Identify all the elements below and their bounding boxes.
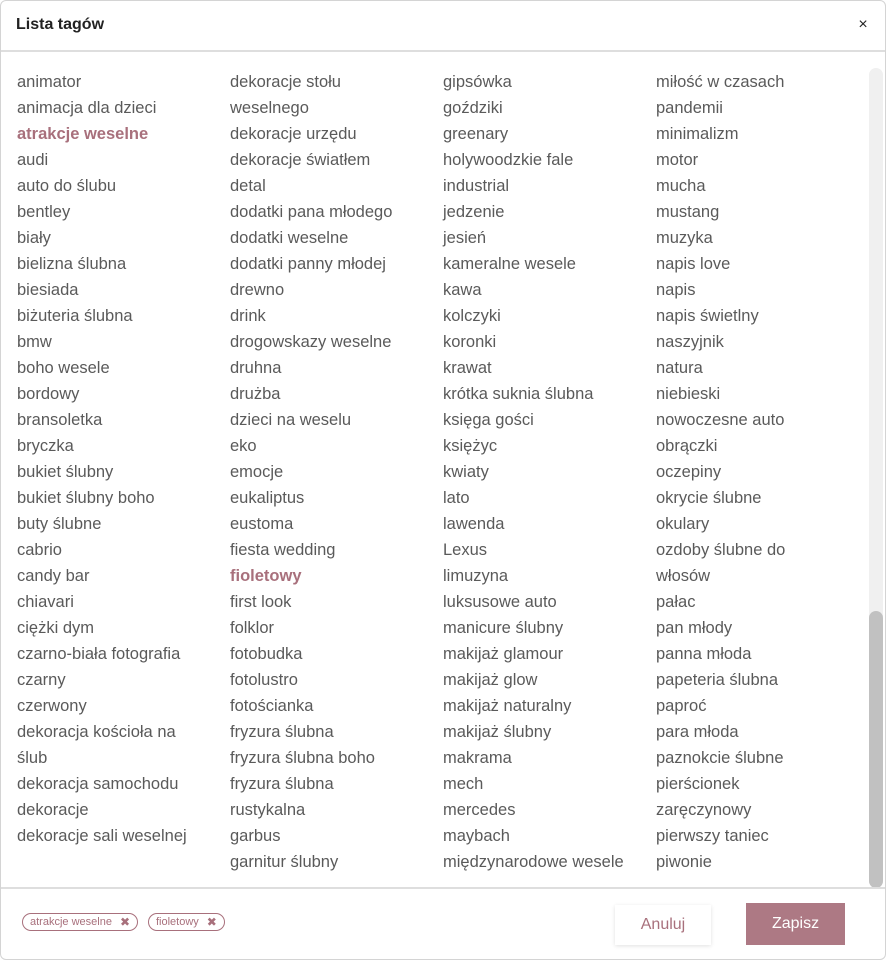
tag-item[interactable]: piwonie xyxy=(656,853,712,871)
modal-title: Lista tagów xyxy=(16,16,105,33)
tag-item[interactable]: napis świetlny xyxy=(656,307,759,325)
tag-item[interactable]: mech xyxy=(443,775,484,793)
tag-item[interactable]: krawat xyxy=(443,359,492,377)
tag-list-body xyxy=(1,54,885,887)
tag-item[interactable]: kameralne wesele xyxy=(443,255,576,273)
tag-item[interactable]: mucha xyxy=(656,177,706,195)
tag-item[interactable]: paproć xyxy=(656,697,707,715)
tag-item[interactable]: pan młody xyxy=(656,619,733,637)
tag-item[interactable]: ozdoby ślubne do xyxy=(656,541,786,559)
tag-item[interactable]: mustang xyxy=(656,203,720,221)
tag-item[interactable]: dekoracje urzędu xyxy=(230,125,357,143)
tag-item[interactable]: garbus xyxy=(230,827,281,845)
modal-header xyxy=(1,1,885,52)
tag-item[interactable]: fotolustro xyxy=(230,671,298,689)
selected-tag-chip xyxy=(148,913,225,931)
tag-item[interactable]: makijaż ślubny xyxy=(443,723,552,741)
tag-item[interactable]: napis love xyxy=(656,255,731,273)
chip-label: fioletowy xyxy=(156,916,199,928)
tag-column xyxy=(656,69,861,875)
tag-item[interactable]: okrycie ślubne xyxy=(656,489,762,507)
tag-item[interactable]: greenary xyxy=(443,125,509,143)
tag-item[interactable]: audi xyxy=(17,151,49,169)
tag-item[interactable]: weselnego xyxy=(230,99,309,117)
tag-item[interactable]: drużba xyxy=(230,385,281,403)
x-icon[interactable]: ✖ xyxy=(119,915,130,929)
tag-item[interactable]: luksusowe auto xyxy=(443,593,557,611)
tag-item[interactable]: księga gości xyxy=(443,411,534,429)
tag-item[interactable]: dekoracja kościoła na xyxy=(17,723,176,741)
tag-item[interactable]: atrakcje weselne xyxy=(17,125,149,143)
tag-column xyxy=(443,69,648,875)
tag-item[interactable]: makijaż naturalny xyxy=(443,697,572,715)
tag-item[interactable]: buty ślubne xyxy=(17,515,102,533)
tag-item[interactable]: maybach xyxy=(443,827,510,845)
tag-item[interactable]: dzieci na weselu xyxy=(230,411,352,429)
tag-item[interactable]: candy bar xyxy=(17,567,90,585)
tag-item[interactable]: makrama xyxy=(443,749,512,767)
tag-item[interactable]: zaręczynowy xyxy=(656,801,752,819)
tag-item[interactable]: nowoczesne auto xyxy=(656,411,785,429)
tag-item[interactable]: manicure ślubny xyxy=(443,619,564,637)
tag-item[interactable]: bmw xyxy=(17,333,52,351)
tag-item[interactable]: mercedes xyxy=(443,801,516,819)
tag-item[interactable]: motor xyxy=(656,151,699,169)
tag-item[interactable]: minimalizm xyxy=(656,125,739,143)
tag-item[interactable]: chiavari xyxy=(17,593,74,611)
tag-item[interactable]: pierścionek xyxy=(656,775,740,793)
x-icon[interactable]: ✖ xyxy=(206,915,217,929)
tag-item[interactable]: para młoda xyxy=(656,723,739,741)
tag-item[interactable]: makijaż glow xyxy=(443,671,538,689)
tag-item[interactable]: Lexus xyxy=(443,541,488,559)
tag-item[interactable]: limuzyna xyxy=(443,567,509,585)
tag-column xyxy=(230,69,435,875)
tag-item[interactable]: kolczyki xyxy=(443,307,501,325)
scrollbar-thumb[interactable] xyxy=(869,611,883,887)
tag-item[interactable]: dekoracja samochodu xyxy=(17,775,179,793)
tag-item[interactable]: drogowskazy weselne xyxy=(230,333,392,351)
tag-item[interactable]: miłość w czasach xyxy=(656,73,785,91)
tag-item[interactable]: koronki xyxy=(443,333,497,351)
tag-item[interactable]: fiesta wedding xyxy=(230,541,336,559)
tag-item[interactable]: biżuteria ślubna xyxy=(17,307,133,325)
tag-item[interactable]: międzynarodowe wesele xyxy=(443,853,624,871)
tag-item[interactable]: emocje xyxy=(230,463,284,481)
tag-item[interactable]: czarno-biała fotografia xyxy=(17,645,181,663)
tag-item[interactable]: rustykalna xyxy=(230,801,306,819)
tag-item[interactable]: pandemii xyxy=(656,99,723,117)
tag-item[interactable]: oczepiny xyxy=(656,463,722,481)
tag-item[interactable]: włosów xyxy=(656,567,711,585)
tag-item[interactable]: natura xyxy=(656,359,703,377)
tag-item[interactable]: eustoma xyxy=(230,515,294,533)
tag-item[interactable]: druhna xyxy=(230,359,282,377)
tag-item[interactable]: industrial xyxy=(443,177,510,195)
tag-item[interactable]: pałac xyxy=(656,593,696,611)
tag-item[interactable]: gipsówka xyxy=(443,73,512,91)
tag-item[interactable]: bukiet ślubny xyxy=(17,463,114,481)
tag-item[interactable]: holywoodzkie fale xyxy=(443,151,574,169)
tag-item[interactable]: bentley xyxy=(17,203,71,221)
tag-item[interactable]: obrączki xyxy=(656,437,718,455)
tag-item[interactable]: detal xyxy=(230,177,266,195)
tag-item[interactable]: biały xyxy=(17,229,51,247)
tag-item[interactable]: kwiaty xyxy=(443,463,489,481)
tag-item[interactable]: ciężki dym xyxy=(17,619,95,637)
tag-item[interactable]: cabrio xyxy=(17,541,62,559)
tag-item[interactable]: dekoracje stołu xyxy=(230,73,341,91)
cancel-button[interactable]: Anuluj xyxy=(615,905,711,945)
tag-item[interactable]: kawa xyxy=(443,281,482,299)
tag-item[interactable]: boho wesele xyxy=(17,359,110,377)
tag-item[interactable]: naszyjnik xyxy=(656,333,724,351)
tag-item[interactable]: jedzenie xyxy=(443,203,505,221)
tag-item[interactable]: fryzura ślubna xyxy=(230,775,334,793)
tag-item[interactable]: czarny xyxy=(17,671,66,689)
tag-item[interactable]: bukiet ślubny boho xyxy=(17,489,155,507)
tag-item[interactable]: biesiada xyxy=(17,281,79,299)
tag-item[interactable]: paznokcie ślubne xyxy=(656,749,784,767)
tag-item[interactable]: folklor xyxy=(230,619,275,637)
tag-item[interactable]: krótka suknia ślubna xyxy=(443,385,594,403)
tag-item[interactable]: pierwszy taniec xyxy=(656,827,769,845)
tag-item[interactable]: goździki xyxy=(443,99,503,117)
tag-item[interactable]: fotobudka xyxy=(230,645,303,663)
tag-item[interactable]: drink xyxy=(230,307,266,325)
tag-item[interactable]: dekoracje xyxy=(17,801,89,819)
tag-item[interactable]: okulary xyxy=(656,515,710,533)
tag-item[interactable]: dodatki weselne xyxy=(230,229,349,247)
tag-item[interactable]: fioletowy xyxy=(230,567,302,585)
tag-item[interactable]: dekoracje sali weselnej xyxy=(17,827,187,845)
tag-item[interactable]: fryzura ślubna boho xyxy=(230,749,375,767)
modal-footer xyxy=(1,887,885,960)
tag-item[interactable]: bielizna ślubna xyxy=(17,255,127,273)
tag-item[interactable]: first look xyxy=(230,593,292,611)
tag-item[interactable]: animator xyxy=(17,73,82,91)
tag-item[interactable]: auto do ślubu xyxy=(17,177,117,195)
tag-item[interactable]: eko xyxy=(230,437,257,455)
tag-item[interactable]: ślub xyxy=(17,749,48,767)
tag-item[interactable]: panna młoda xyxy=(656,645,752,663)
tag-item[interactable]: papeteria ślubna xyxy=(656,671,779,689)
tag-item[interactable]: napis xyxy=(656,281,696,299)
tag-item[interactable]: bordowy xyxy=(17,385,80,403)
tag-item[interactable]: księżyc xyxy=(443,437,498,455)
tag-item[interactable]: czerwony xyxy=(17,697,87,715)
close-icon[interactable]: × xyxy=(858,16,868,33)
save-button[interactable]: Zapisz xyxy=(746,903,845,945)
tag-item[interactable]: eukaliptus xyxy=(230,489,305,507)
tag-column xyxy=(17,69,222,849)
tag-item[interactable]: dodatki panny młodej xyxy=(230,255,386,273)
tag-item[interactable]: dodatki pana młodego xyxy=(230,203,393,221)
tag-item[interactable]: bryczka xyxy=(17,437,74,455)
tag-item[interactable]: dekoracje światłem xyxy=(230,151,371,169)
tag-item[interactable]: drewno xyxy=(230,281,285,299)
tag-item[interactable]: fryzura ślubna xyxy=(230,723,334,741)
selected-tags xyxy=(22,913,225,931)
chip-label: atrakcje weselne xyxy=(30,916,112,928)
tag-item[interactable]: lawenda xyxy=(443,515,505,533)
tag-item[interactable]: jesień xyxy=(443,229,487,247)
tag-item[interactable]: muzyka xyxy=(656,229,713,247)
tag-item[interactable]: niebieski xyxy=(656,385,721,403)
tag-item[interactable]: animacja dla dzieci xyxy=(17,99,157,117)
tag-item[interactable]: fotościanka xyxy=(230,697,314,715)
tag-item[interactable]: garnitur ślubny xyxy=(230,853,339,871)
tag-item[interactable]: makijaż glamour xyxy=(443,645,564,663)
tag-item[interactable]: lato xyxy=(443,489,470,507)
tag-item[interactable]: bransoletka xyxy=(17,411,103,429)
selected-tag-chip xyxy=(22,913,138,931)
